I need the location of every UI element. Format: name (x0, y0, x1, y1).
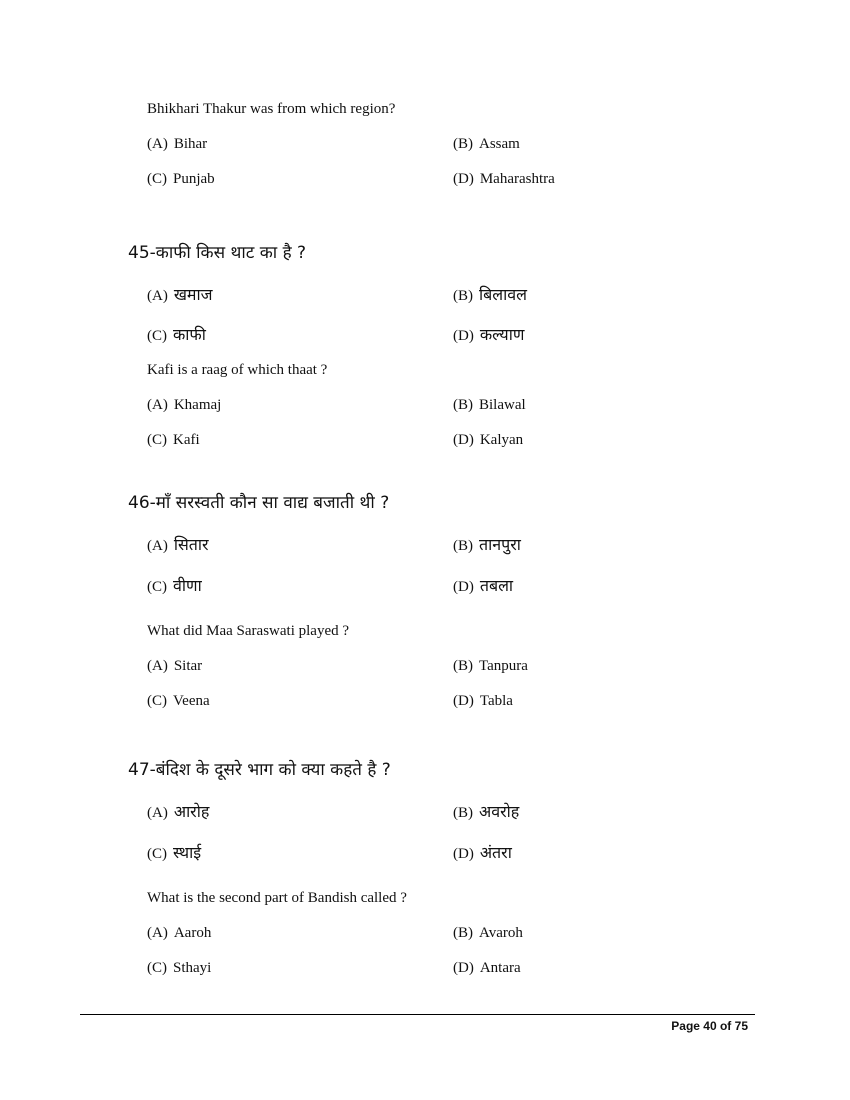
question-text: 46-माँ सरस्वती कौन सा वाद्य बजाती थी ? (128, 493, 390, 513)
option-text: तानपुरा (479, 535, 521, 554)
option-label: (C) (147, 328, 167, 344)
option-a (147, 397, 221, 414)
option-text: Khamaj (173, 397, 222, 413)
option-text: Maharashtra (479, 171, 555, 187)
option-text: आरोह (173, 802, 210, 821)
option-text: अवरोह (479, 802, 520, 821)
option-text: Tabla (479, 693, 513, 709)
option-b (453, 925, 523, 942)
option-a (147, 800, 209, 822)
option-text: Bilawal (479, 397, 526, 413)
option-b (453, 533, 521, 555)
option-a (147, 136, 207, 153)
option-label: (D) (453, 171, 474, 187)
option-label: (D) (453, 693, 474, 709)
option-text: Sthayi (173, 960, 212, 976)
option-label: (C) (147, 432, 167, 448)
footer-divider (80, 1014, 755, 1015)
option-text: स्थाई (173, 843, 202, 862)
option-text: Tanpura (479, 658, 528, 674)
option-d (453, 693, 513, 710)
option-c (147, 171, 215, 188)
option-b (453, 658, 528, 675)
option-label: (A) (147, 925, 168, 941)
option-label: (D) (453, 328, 474, 344)
option-label: (C) (147, 960, 167, 976)
option-label: (B) (453, 538, 473, 554)
option-label: (B) (453, 136, 473, 152)
question-text: Bhikhari Thakur was from which region? (147, 101, 396, 117)
option-a (147, 533, 209, 555)
option-label: (C) (147, 171, 167, 187)
option-label: (A) (147, 658, 168, 674)
option-c (147, 960, 211, 977)
option-c (147, 323, 206, 345)
option-text: Bihar (173, 136, 208, 152)
option-label: (B) (453, 397, 473, 413)
option-label: (B) (453, 925, 473, 941)
question-text: 47-बंदिश के दूसरे भाग को क्या कहते है ? (128, 760, 391, 780)
option-text: Sitar (173, 658, 203, 674)
option-d (453, 432, 523, 449)
option-label: (A) (147, 397, 168, 413)
option-b (453, 283, 527, 305)
option-c (147, 432, 200, 449)
option-a (147, 283, 213, 305)
question-text: What is the second part of Bandish called ? (147, 890, 407, 906)
option-text: Kalyan (479, 432, 524, 448)
question-text: 45-काफी किस थाट का है ? (128, 243, 307, 263)
option-text: कल्याण (479, 325, 525, 344)
option-text: बिलावल (479, 285, 528, 304)
option-d (453, 960, 521, 977)
option-label: (A) (147, 538, 168, 554)
option-label: (D) (453, 579, 474, 595)
option-text: सितार (173, 535, 209, 554)
option-c (147, 841, 201, 863)
option-label: (B) (453, 658, 473, 674)
option-label: (C) (147, 693, 167, 709)
option-text: Kafi (173, 432, 200, 448)
option-text: काफी (173, 325, 206, 344)
option-d (453, 171, 555, 188)
option-text: अंतरा (479, 843, 512, 862)
option-c (147, 574, 202, 596)
option-text: Assam (479, 136, 520, 152)
option-c (147, 693, 210, 710)
option-label: (D) (453, 846, 474, 862)
option-b (453, 397, 526, 414)
option-d (453, 574, 513, 596)
option-label: (A) (147, 136, 168, 152)
option-text: Veena (173, 693, 210, 709)
option-a (147, 925, 211, 942)
option-label: (A) (147, 805, 168, 821)
option-a (147, 658, 202, 675)
question-text: Kafi is a raag of which thaat ? (147, 362, 328, 378)
option-b (453, 136, 520, 153)
option-text: Punjab (173, 171, 215, 187)
option-label: (C) (147, 579, 167, 595)
option-text: Aaroh (173, 925, 212, 941)
option-label: (D) (453, 960, 474, 976)
option-text: Avaroh (479, 925, 523, 941)
option-text: तबला (479, 576, 514, 595)
option-d (453, 323, 524, 345)
option-label: (A) (147, 288, 168, 304)
option-label: (D) (453, 432, 474, 448)
page-number: Page 40 of 75 (671, 1019, 748, 1033)
option-text: खमाज (173, 285, 213, 304)
question-text: What did Maa Saraswati played ? (147, 623, 350, 639)
option-d (453, 841, 512, 863)
option-text: Antara (479, 960, 521, 976)
option-label: (B) (453, 288, 473, 304)
option-label: (C) (147, 846, 167, 862)
option-b (453, 800, 519, 822)
option-text: वीणा (173, 576, 202, 595)
option-label: (B) (453, 805, 473, 821)
